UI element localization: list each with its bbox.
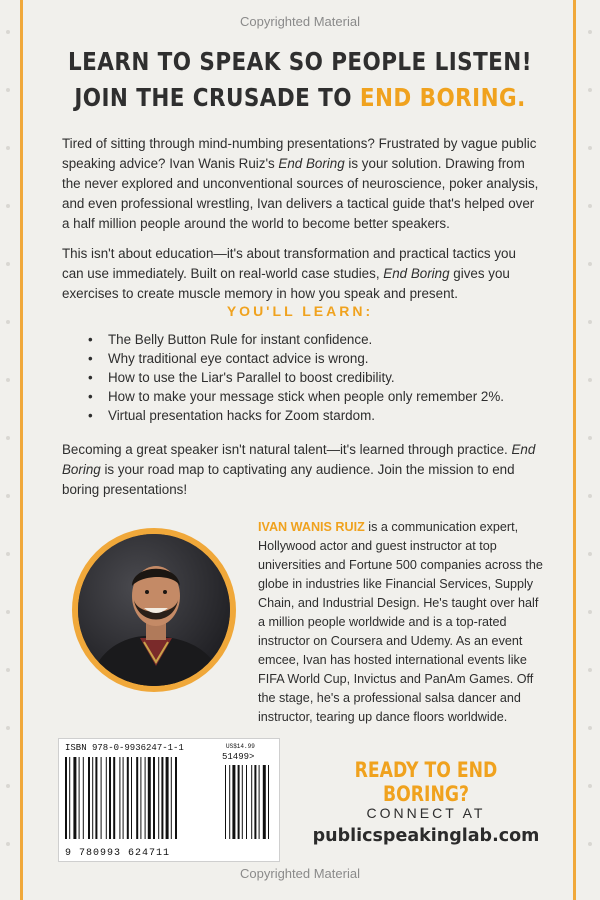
barcode-bar [225,765,226,839]
barcode-bar [251,765,252,839]
barcode-bar [153,757,155,839]
border-dot [588,204,592,208]
border-dot [588,726,592,730]
border-dot [588,320,592,324]
border-dot [6,30,10,34]
barcode-bar [106,757,107,839]
barcode-graphic [59,739,279,839]
barcode-bar [148,757,151,839]
border-dot [588,668,592,672]
barcode-block [58,738,280,862]
barcode-bar [113,757,115,839]
closing-paragraph [62,440,540,500]
learn-heading: YOU'LL LEARN: [226,303,374,319]
transform-text-1: This isn't about education—it's about transformation and practical tactics you can use immediately. Built on real-world case studies, [62,246,516,281]
border-dot [6,436,10,440]
price-label: US$14.99 [226,743,255,750]
border-dot [6,88,10,92]
right-dot-border [582,0,600,900]
barcode-bar [123,757,124,839]
learn-item: • Virtual presentation hacks for Zoom stardom. [88,406,548,425]
barcode-bar [65,757,67,839]
barcode-bar [166,757,169,839]
border-dot [6,552,10,556]
left-dot-border [0,0,18,900]
border-dot [588,30,592,34]
border-dot [588,88,592,92]
border-dot [6,146,10,150]
price-code-label: 51499> [222,752,255,762]
barcode-bar [95,757,97,839]
intro-paragraph [62,134,540,234]
border-dot [6,842,10,846]
barcode-bar [242,765,243,839]
transform-text-2: gives you exercises to create muscle memory in how you speak and present. [62,266,510,301]
barcode-bar [119,757,120,839]
closing-text-1: Becoming a great speaker isn't natural talent—it's learned through practice. [62,442,512,457]
headline-line-2-prefix: JOIN THE CRUSADE TO [74,83,360,112]
border-dot [6,378,10,382]
barcode-bar [238,765,240,839]
barcode-bar [140,757,141,839]
isbn-label: ISBN 978-0-9936247-1-1 [65,743,184,753]
border-dot [6,320,10,324]
closing-book-title: End Boring [62,442,536,477]
barcode-bar [145,757,146,839]
border-dot [588,494,592,498]
website-url: publicspeakinglab.com [312,826,540,846]
headline-accent: END BORING. [359,83,526,112]
barcode-bar [263,765,266,839]
author-portrait-image [78,534,230,686]
ready-heading: READY TO END BORING? [354,758,498,806]
border-dot [588,378,592,382]
transform-paragraph [62,244,540,304]
barcode-bar [69,757,70,839]
border-dot [588,436,592,440]
border-dot [588,552,592,556]
learn-item: • The Belly Button Rule for instant confidence. [88,330,548,349]
intro-text-1: Tired of sitting through mind-numbing presentations? Frustrated by vague public speaking advice? Ivan Wanis Ruiz's [62,136,537,171]
border-dot [6,668,10,672]
intro-text-2: is your solution. Drawing from the never explored and unconventional sources of neuroscience, poker analysis, and even professional wrestling, Ivan delivers a tactical guide that's helped over a half million people around the world to become better speakers. [62,156,539,231]
barcode-bar [175,757,177,839]
barcode-bar [73,757,76,839]
barcode-bar [246,765,247,839]
headline-line-2 [42,80,558,116]
headline-line-1: LEARN TO SPEAK SO PEOPLE LISTEN! [68,47,532,76]
barcode-bar [268,765,269,839]
barcode-bar [136,757,138,839]
barcode-bar [254,765,256,839]
border-dot [6,494,10,498]
barcode-bar [171,757,172,839]
connect-label: CONNECT AT [366,805,486,821]
learn-item: • Why traditional eye contact advice is wrong. [88,349,548,368]
closing-text-2: is your road map to captivating any audience. Join the mission to end boring presentations! [62,462,515,497]
border-dot [588,146,592,150]
barcode-bar [92,757,93,839]
barcode-bar [259,765,260,839]
barcode-bar [109,757,111,839]
border-dot [6,726,10,730]
barcode-bar [161,757,163,839]
border-dot [588,784,592,788]
border-dot [588,262,592,266]
border-dot [6,262,10,266]
barcode-bar [229,765,230,839]
barcode-bar [158,757,159,839]
barcode-bar [79,757,80,839]
copyright-notice-bottom: Copyrighted Material [240,866,360,881]
learn-item: • How to make your message stick when people only remember 2%. [88,387,548,406]
ean-number: 9 780993 624711 [65,848,171,859]
border-dot [588,842,592,846]
author-photo [72,528,236,692]
author-bio [258,518,548,727]
headline [42,44,558,116]
barcode-bar [83,757,84,839]
barcode-bar [127,757,129,839]
intro-book-title: End Boring [278,156,345,171]
learn-list [88,330,548,425]
copyright-notice-top: Copyrighted Material [240,14,360,29]
border-dot [588,610,592,614]
barcode-bar [88,757,90,839]
border-dot [6,204,10,208]
transform-book-title: End Boring [383,266,450,281]
barcode-bar [101,757,102,839]
barcode-bar [232,765,235,839]
learn-item: • How to use the Liar's Parallel to boost credibility. [88,368,548,387]
border-dot [6,610,10,614]
barcode-bar [131,757,132,839]
author-bio-text: is a communication expert, Hollywood actor and guest instructor at top universities and Fortune 500 companies across the globe in industries like Financial Services, Supply Chain, and Industrial Design. He's taught over half a million people worldwide and is a top-rated instructor on Coursera and Udemy. As an event emcee, Ivan has hosted international events like FIFA World Cup, Invictus and PanAm Games. Off the stage, he's a professional salsa dancer and instructor, tearing up dance floors worldwide. [258,520,543,724]
author-name: IVAN WANIS RUIZ [258,520,365,534]
border-dot [6,784,10,788]
